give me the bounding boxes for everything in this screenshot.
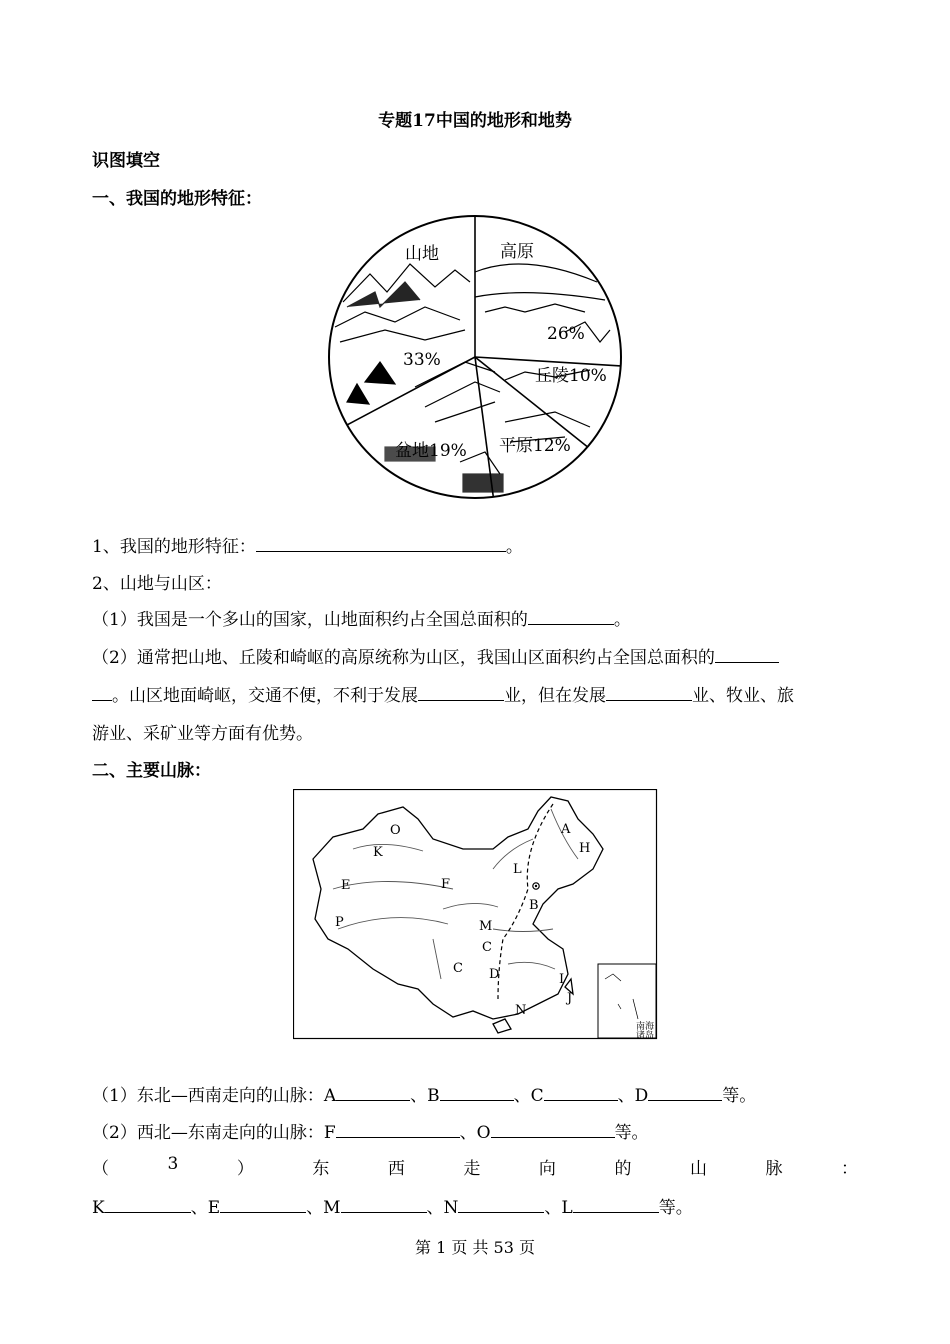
p2-q2-line — [92, 1118, 649, 1143]
p2-q3-sep-1: 、 — [190, 1198, 208, 1218]
p2-q2-end: 等。 — [614, 1123, 649, 1143]
q2-2-text-2a: 。山区地面崎岖，交通不便，不利于发展 — [112, 686, 418, 706]
map-letter-d: D — [489, 967, 500, 982]
p2-q2-prefix: （2）西北—东南走向的山脉： — [92, 1123, 324, 1143]
q1-text: 1、我国的地形特征： — [92, 537, 256, 557]
q2-2-line3: 游业、采矿业等方面有优势。 — [92, 724, 313, 744]
p2-q3-token: 西 — [387, 1159, 405, 1179]
p2-q3-sep-4: 、 — [544, 1198, 562, 1218]
map-letter-c2: C — [453, 961, 463, 976]
p2-q3-n-blank[interactable] — [458, 1196, 544, 1213]
p2-q3-n-label: N — [443, 1198, 459, 1218]
p2-q1-end: 等。 — [722, 1086, 757, 1106]
inset-label-2: 诸岛 — [636, 1031, 655, 1040]
p2-q3-end: 等。 — [658, 1198, 693, 1218]
map-letter-f: F — [441, 877, 451, 892]
q2-1-blank[interactable] — [528, 608, 614, 625]
pie-divider-hills — [475, 357, 621, 366]
q2-line: 2、山地与山区： — [92, 574, 222, 594]
q2-2-text-2b: 业，但在发展 — [504, 686, 606, 706]
p2-q2-f-label: F — [323, 1123, 336, 1143]
p2-q3-token: 向 — [538, 1159, 556, 1179]
p2-q3-token: 的 — [614, 1159, 632, 1179]
q1-line — [92, 532, 523, 557]
pie-label-mountain-pct: 33% — [403, 350, 441, 370]
p2-q1-b-blank[interactable] — [440, 1084, 514, 1101]
p2-q1-b-label: B — [427, 1086, 440, 1106]
p2-q1-c-blank[interactable] — [544, 1084, 618, 1101]
map-letter-b: B — [529, 898, 539, 913]
p2-q3-token: ： — [840, 1159, 858, 1179]
pie-label-hills: 丘陵10% — [535, 366, 607, 386]
map-letter-n: N — [515, 1003, 527, 1018]
p2-q2-f-blank[interactable] — [336, 1121, 460, 1138]
p2-q1-a-label: A — [323, 1086, 337, 1106]
p2-q3-k-blank[interactable] — [105, 1196, 191, 1213]
part2-heading: 二、主要山脉： — [92, 761, 211, 781]
map-letter-a: A — [561, 822, 571, 837]
q2-2-blank-3[interactable] — [606, 684, 692, 701]
p2-q3-e-label: E — [207, 1198, 221, 1218]
q2-2-blank-1[interactable] — [715, 646, 779, 663]
p2-q3-line — [92, 1193, 693, 1218]
p2-q3-token: 脉 — [765, 1159, 783, 1179]
p2-q3-token: 山 — [689, 1159, 707, 1179]
map-letter-c1: C — [482, 940, 492, 955]
q1-blank[interactable] — [256, 535, 506, 552]
p2-q3-k-label: K — [92, 1198, 105, 1218]
page-title: 专题17中国的地形和地势 — [378, 111, 572, 131]
p2-q2-o-blank[interactable] — [491, 1121, 615, 1138]
pie-label-basin: 盆地19% — [395, 441, 467, 461]
map-letter-i: I — [559, 972, 565, 987]
page-footer: 第 1 页 共 53 页 — [415, 1238, 535, 1257]
p2-q3-e-blank[interactable] — [220, 1196, 306, 1213]
part1-heading: 一、我国的地形特征： — [92, 189, 262, 209]
q2-1-text: （1）我国是一个多山的国家，山地面积约占全国总面积的 — [92, 610, 528, 630]
pie-label-plain: 平原12% — [499, 436, 571, 456]
p2-q3-token: （ — [92, 1159, 109, 1179]
p2-q1-sep-3: 、 — [617, 1086, 635, 1106]
p2-q1-d-blank[interactable] — [648, 1084, 722, 1101]
p2-q1-c-label: C — [530, 1086, 544, 1106]
terrain-pie-figure — [325, 212, 625, 502]
p2-q2-sep: 、 — [459, 1123, 477, 1143]
map-letter-k: K — [373, 845, 383, 860]
p2-q1-prefix: （1）东北—西南走向的山脉： — [92, 1086, 324, 1106]
p2-q3-token: 走 — [463, 1159, 481, 1179]
p2-q1-line — [92, 1081, 756, 1106]
p2-q3-m-label: M — [323, 1198, 341, 1218]
p2-q3-token: 东 — [312, 1159, 330, 1179]
q2-1-line — [92, 605, 631, 630]
p2-q3-m-blank[interactable] — [341, 1196, 427, 1213]
map-letter-j: J — [567, 991, 573, 1006]
p2-q3-sep-2: 、 — [306, 1198, 324, 1218]
p2-q3-token: 3 — [167, 1154, 179, 1174]
map-letter-l: L — [513, 862, 522, 877]
map-letter-m: M — [479, 919, 493, 934]
map-letter-e: E — [341, 878, 351, 893]
q2-2-line2 — [92, 681, 794, 706]
q2-2-text-1: （2）通常把山地、丘陵和崎岖的高原统称为山区，我国山区面积约占全国总面积的 — [92, 648, 715, 668]
inset-label-1: 南海 — [636, 1022, 655, 1032]
q2-2-blank-1-cont[interactable] — [92, 684, 112, 701]
section-label: 识图填空 — [92, 151, 160, 171]
q2-2-line1 — [92, 643, 779, 668]
pie-label-mountain: 山地 — [405, 244, 439, 264]
q2-1-end: 。 — [613, 610, 631, 630]
p2-q3-heading — [92, 1154, 858, 1179]
p2-q3-token: ） — [236, 1159, 254, 1179]
p2-q3-l-blank[interactable] — [573, 1196, 659, 1213]
p2-q1-sep-1: 、 — [410, 1086, 428, 1106]
p2-q1-d-label: D — [634, 1086, 649, 1106]
p2-q1-a-blank[interactable] — [336, 1084, 410, 1101]
china-mountains-map — [293, 789, 658, 1040]
q2-2-text-2c: 业、牧业、旅 — [692, 686, 794, 706]
p2-q2-o-label: O — [476, 1123, 491, 1143]
map-letter-p: P — [335, 915, 344, 930]
q2-2-blank-2[interactable] — [418, 684, 504, 701]
p2-q3-l-label: L — [561, 1198, 573, 1218]
q1-end: 。 — [505, 537, 523, 557]
p2-q3-sep-3: 、 — [426, 1198, 444, 1218]
map-letter-h: H — [579, 841, 591, 856]
pie-label-plateau-pct: 26% — [547, 324, 585, 344]
pie-label-plateau: 高原 — [500, 242, 534, 262]
map-letter-o: O — [390, 823, 401, 838]
p2-q1-sep-2: 、 — [513, 1086, 531, 1106]
